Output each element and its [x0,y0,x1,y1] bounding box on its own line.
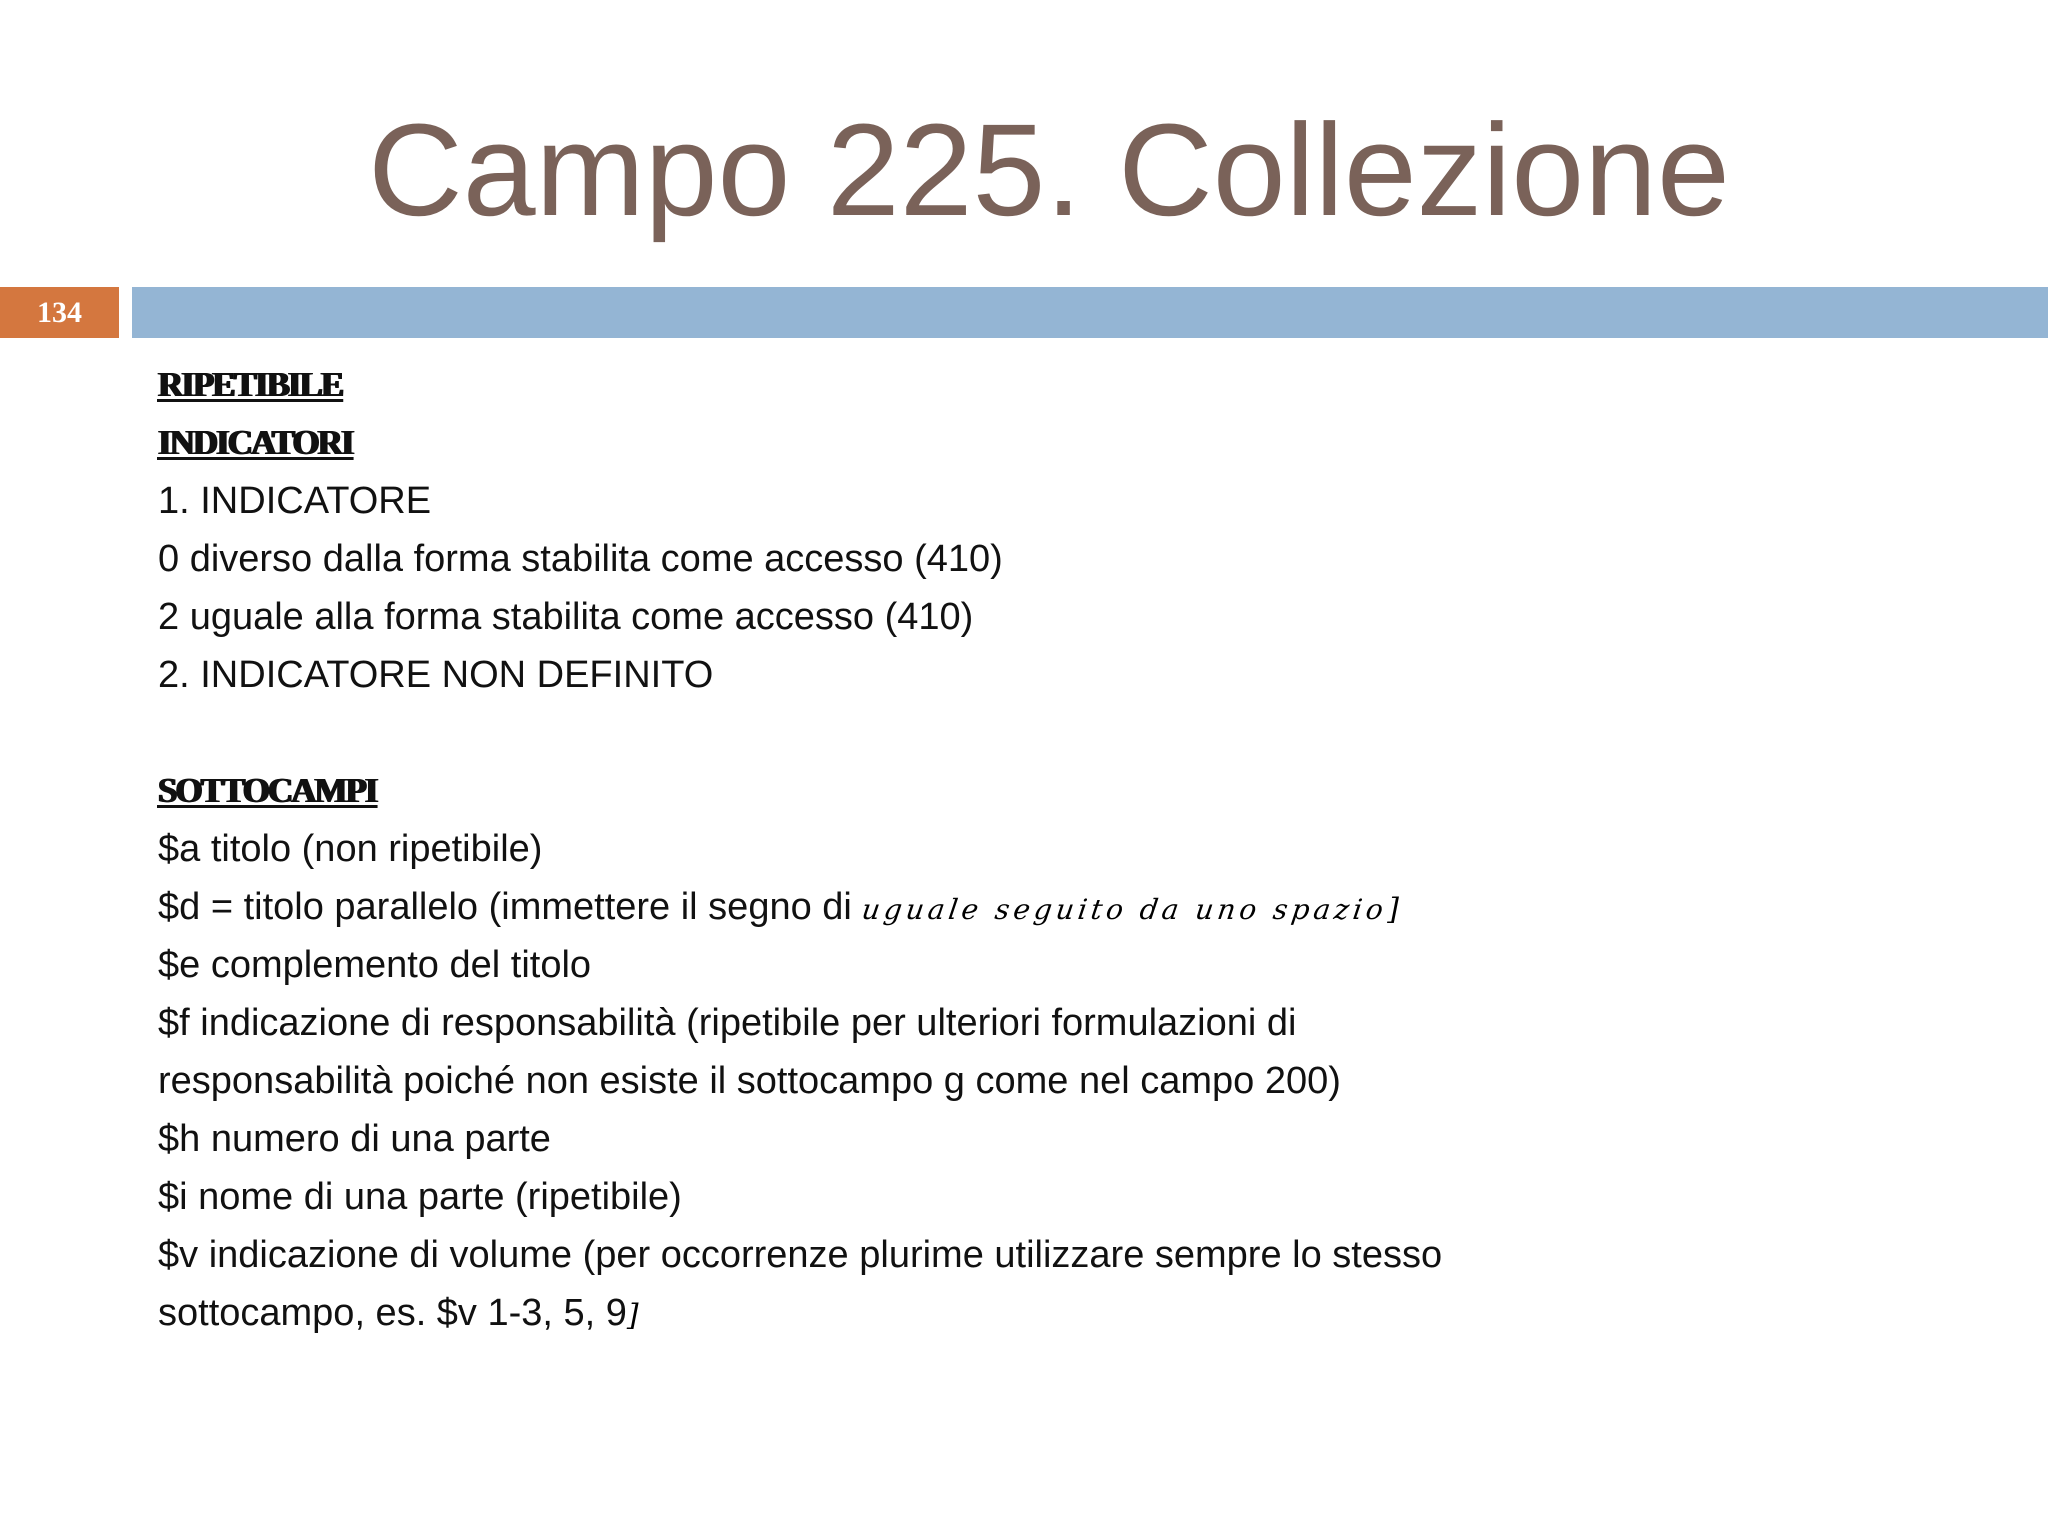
subfield-f-line-2: responsabilità poiché non esiste il sottocampo g come nel campo 200) [158,1060,1341,1102]
heading-indicators: INDICATORI [158,423,353,462]
subfield-d-closing-bracket: ] [1387,892,1400,927]
slide-content [158,356,1978,1342]
subfield-v-closing-bracket: ] [626,1298,639,1333]
subfield-h: $h numero di una parte [158,1118,551,1160]
subfield-v-line-1: $v indicazione di volume (per occorrenze plurime utilizzare sempre lo stesso [158,1234,1443,1276]
heading-subfields: SOTTOCAMPI [158,771,377,810]
header-bar [132,287,2048,338]
subfield-d-handwritten-note: uguale seguito da uno spazio [860,893,1390,926]
subfield-f-line-1: $f indicazione di responsabilità (ripetibile per ulteriori formulazioni di [158,1002,1297,1044]
subfield-i: $i nome di una parte (ripetibile) [158,1176,682,1218]
subfield-d-text: $d = titolo parallelo (immettere il segno di [158,886,852,928]
page-number-badge: 134 [0,287,119,338]
subfield-v-line-2-text: sottocampo, es. $v 1-3, 5, 9 [158,1292,627,1334]
indicator-1-label: 1. INDICATORE [158,480,432,522]
subfield-d [158,878,1978,936]
slide-title: Campo 225. Collezione [368,96,1730,243]
spacer [158,704,1978,762]
indicator-1-value-0: 0 diverso dalla forma stabilita come accesso (410) [158,538,1003,580]
heading-repeatable: RIPETIBILE [158,365,343,404]
subfield-v-line-2 [158,1284,1978,1342]
subfield-e: $e complemento del titolo [158,944,592,986]
indicator-1-value-2: 2 uguale alla forma stabilita come accesso (410) [158,596,974,638]
subfield-a: $a titolo (non ripetibile) [158,828,543,870]
indicator-2-label: 2. INDICATORE NON DEFINITO [158,654,714,696]
